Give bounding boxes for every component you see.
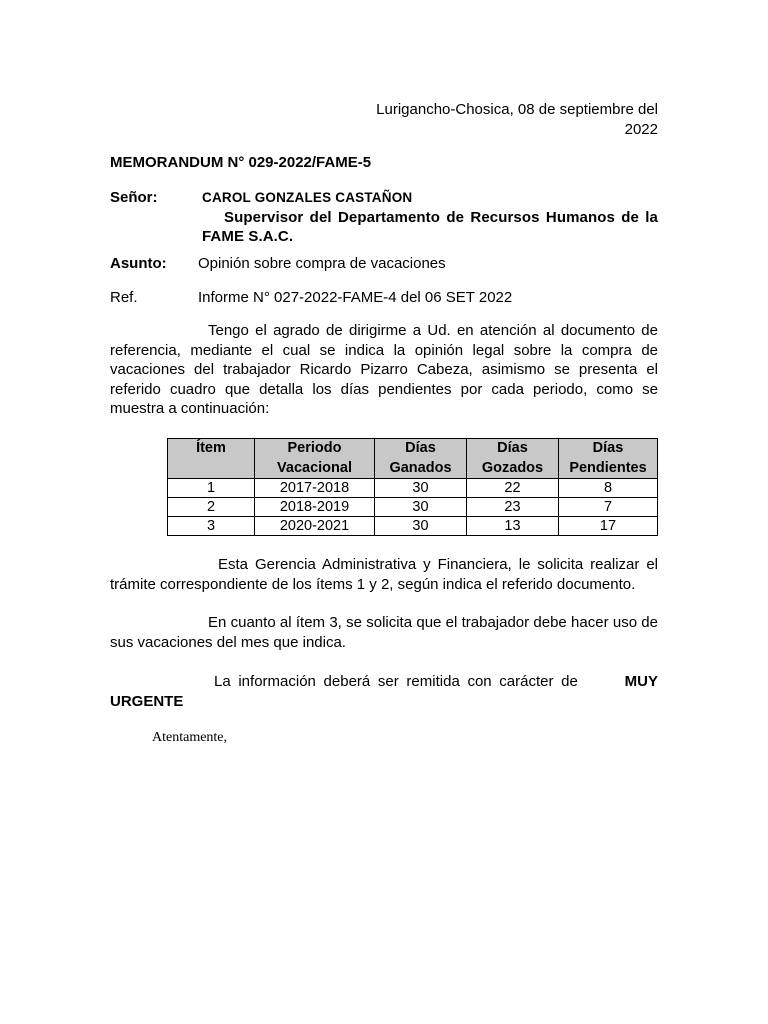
table-header-cell — [255, 439, 375, 479]
header-line: Días — [405, 440, 436, 456]
table-header-row — [168, 439, 658, 479]
table-cell: 30 — [375, 479, 467, 498]
table-row — [168, 517, 658, 536]
table-cell: 3 — [168, 517, 255, 536]
memo-title: MEMORANDUM N° 029-2022/FAME-5 — [110, 154, 372, 171]
place-date-line-2: 2022 — [624, 120, 658, 138]
recipient-name: CAROL GONZALES CASTAÑON — [202, 190, 413, 205]
table-cell: 8 — [559, 479, 658, 498]
table-cell: 30 — [375, 517, 467, 536]
table-cell: 23 — [467, 498, 559, 517]
paragraph-4-line-1 — [110, 672, 658, 692]
reference-value: Informe N° 027-2022-FAME-4 del 06 SET 2022 — [198, 289, 513, 306]
body-paragraph-1: Tengo el agrado de dirigirme a Ud. en atención al documento de referencia, mediante el cual se indica la opinión legal sobre la compra de vacaciones del trabajador Ricardo Pizarro Cabeza, asimismo se presenta el referido cuadro que detalla los días pendientes por cada periodo, como se muestra a continuación: — [110, 322, 658, 417]
table-cell: 22 — [467, 479, 559, 498]
header-line: Días — [497, 440, 528, 456]
place-date-line-1: Lurigancho-Chosica, 08 de septiembre del — [376, 101, 658, 118]
table-header-cell — [168, 439, 255, 479]
table-cell: 2018-2019 — [255, 498, 375, 517]
recipient-details — [202, 188, 658, 247]
table-cell: 13 — [467, 517, 559, 536]
table-row — [168, 498, 658, 517]
body-paragraph-3: En cuanto al ítem 3, se solicita que el trabajador debe hacer uso de sus vacaciones del mes que indica. — [110, 614, 658, 651]
table-header-cell — [375, 439, 467, 479]
reference-label: Ref. — [110, 289, 138, 306]
table-row — [168, 479, 658, 498]
paragraph-4-emphasis-muy: MUY — [624, 673, 658, 690]
recipient-label: Señor: — [110, 189, 158, 206]
header-line: Vacacional — [277, 459, 352, 476]
body-paragraph-2: Esta Gerencia Administrativa y Financiera, le solicita realizar el trámite correspondiente de los ítems 1 y 2, según indica el referido documento. — [110, 556, 658, 593]
closing-salutation: Atentamente, — [152, 730, 228, 745]
recipient-role: Supervisor del Departamento de Recursos Humanos de la FAME S.A.C. — [202, 208, 658, 245]
vacation-table — [167, 438, 658, 536]
table-cell: 2 — [168, 498, 255, 517]
header-line: Gozados — [481, 459, 544, 476]
table-cell: 1 — [168, 479, 255, 498]
subject-label: Asunto: — [110, 255, 167, 272]
table-header-cell — [467, 439, 559, 479]
header-line: Periodo — [287, 440, 342, 456]
header-line: Pendientes — [569, 459, 647, 476]
table-cell: 17 — [559, 517, 658, 536]
body-paragraph-4 — [110, 672, 658, 711]
table-cell: 7 — [559, 498, 658, 517]
header-line: Días — [592, 440, 624, 456]
header-line: Ítem — [196, 440, 226, 456]
table-header-cell — [559, 439, 658, 479]
table-cell: 30 — [375, 498, 467, 517]
header-line: Ganados — [389, 459, 452, 476]
table-cell: 2020-2021 — [255, 517, 375, 536]
place-date — [360, 100, 658, 139]
table-cell: 2017-2018 — [255, 479, 375, 498]
paragraph-4-emphasis-urgente: URGENTE — [110, 692, 184, 710]
paragraph-4-text: La información deberá ser remitida con carácter de — [214, 673, 578, 690]
subject-value: Opinión sobre compra de vacaciones — [198, 255, 446, 272]
